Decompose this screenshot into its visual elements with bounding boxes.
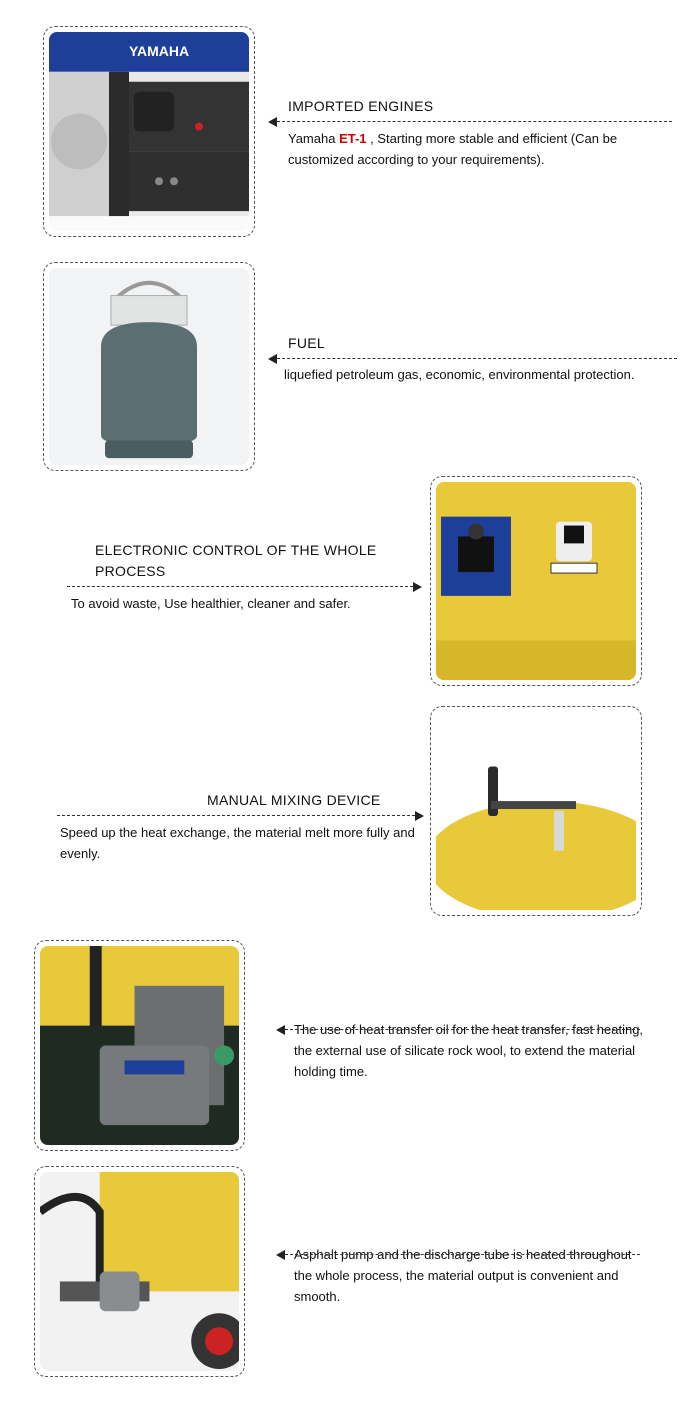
control-title: ELECTRONIC CONTROL OF THE WHOLE PROCESS bbox=[95, 542, 377, 579]
pointer-line bbox=[57, 811, 424, 821]
pump-desc: Asphalt pump and the discharge tube is heated throughout the whole process, the material output is convenient and smooth. bbox=[294, 1247, 632, 1304]
pump-photo bbox=[34, 1166, 245, 1377]
control-desc: To avoid waste, Use healthier, cleaner and safer. bbox=[71, 596, 351, 611]
engine-title: IMPORTED ENGINES bbox=[288, 98, 434, 114]
pointer-line bbox=[268, 354, 693, 364]
engine-desc: Yamaha ET-1 , Starting more stable and efficient (Can be customized according to your requirements). bbox=[288, 131, 618, 167]
arrow-right-icon bbox=[415, 811, 424, 821]
arrow-left-icon bbox=[268, 117, 277, 127]
mixing-desc: Speed up the heat exchange, the material melt more fully and evenly. bbox=[60, 825, 415, 861]
mixing-title: MANUAL MIXING DEVICE bbox=[207, 792, 381, 808]
fuel-title: FUEL bbox=[288, 335, 325, 351]
mixing-info bbox=[57, 790, 424, 864]
svg-text:YAMAHA: YAMAHA bbox=[129, 42, 190, 59]
pointer-line bbox=[67, 582, 422, 592]
motor-photo bbox=[34, 940, 245, 1151]
fuel-info bbox=[268, 333, 693, 385]
pointer-line bbox=[276, 1025, 648, 1035]
engine-photo bbox=[43, 26, 255, 237]
gas-cylinder-photo bbox=[43, 262, 255, 471]
pointer-line bbox=[268, 117, 688, 127]
oil-info bbox=[276, 1014, 648, 1082]
engine-info bbox=[268, 96, 688, 170]
arrow-left-icon bbox=[276, 1025, 285, 1035]
fuel-desc: liquefied petroleum gas, economic, environmental protection. bbox=[284, 367, 635, 382]
mixer-photo bbox=[430, 706, 642, 916]
control-panel-photo bbox=[430, 476, 642, 686]
arrow-right-icon bbox=[413, 582, 422, 592]
arrow-left-icon bbox=[276, 1250, 285, 1260]
pointer-line bbox=[276, 1250, 648, 1260]
arrow-left-icon bbox=[268, 354, 277, 364]
control-info bbox=[67, 540, 422, 614]
oil-desc: The use of heat transfer oil for the heat transfer, fast heating, the external use of silicate rock wool, to extend the material holding time. bbox=[294, 1022, 644, 1079]
pump-info bbox=[276, 1239, 648, 1307]
